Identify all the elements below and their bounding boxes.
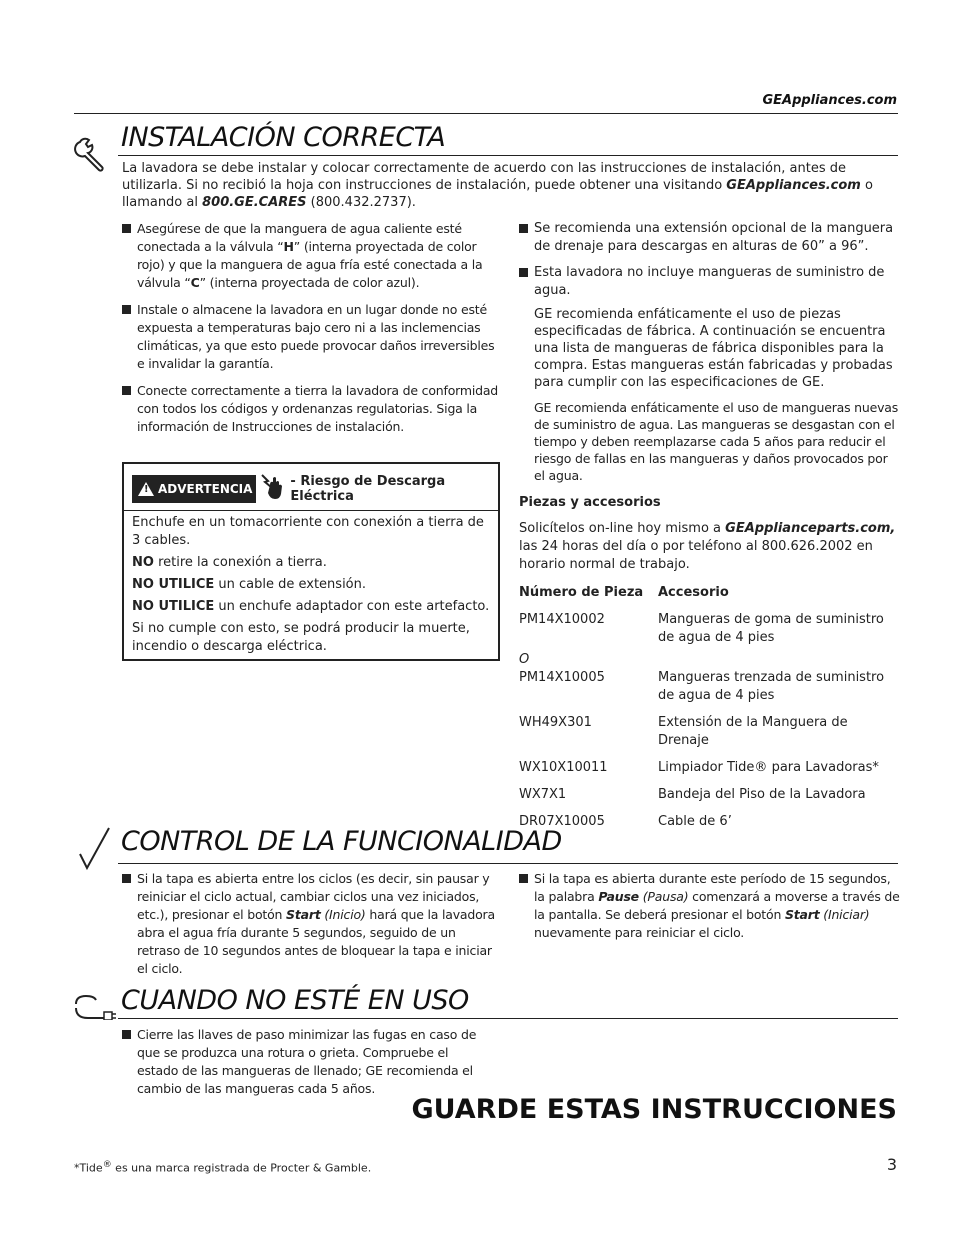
table-header-row: Número de Pieza Accesorio (519, 585, 729, 600)
installation-right-column (519, 220, 899, 831)
list-item: Esta lavadora no incluye mangueras de suministro de agua. (519, 264, 899, 300)
table-row: O (519, 652, 530, 667)
checkmark-icon (78, 826, 112, 876)
recommend-paragraph-hoses: GE recomienda enfáticamente el uso de mangueras nuevas de suministro de agua. Las mangueras se desgastan con el tiempo y deben reemplazarse cada 5 años para reducir el riesgo de fallas en las mangueras y daños provocados por el agua. (534, 400, 899, 483)
list-item: Si la tapa es abierta entre los ciclos (es decir, sin pausar y reiniciar el ciclo actual, cambiar ciclos una vez iniciados, etc.), presionar el botón Start (Inicio) hará que la lavadora abra el agua fría durante 5 segundos, seguido de un retraso de 10 segundos antes de bloquear la tapa e iniciar el ciclo. (122, 870, 502, 978)
page-number: 3 (886, 1155, 897, 1174)
warning-box (122, 462, 500, 661)
footnote: *Tide® es una marca registrada de Procter & Gamble. (74, 1160, 372, 1175)
control-right (519, 870, 901, 951)
installation-left-column (122, 220, 500, 445)
shock-hand-icon (260, 473, 286, 505)
parts-intro: Solicítelos on-line hoy mismo a GEApplianceparts.com, las 24 horas del día o por teléfono al 800.626.2002 en horario normal de trabajo. (519, 521, 896, 572)
wrench-icon (74, 134, 114, 178)
warning-divider (124, 510, 498, 511)
table-row: PM14X10002 Mangueras de goma de suministro de agua de 4 pies (519, 612, 884, 645)
parts-heading: Piezas y accesorios (519, 495, 661, 510)
list-item: Conecte correctamente a tierra la lavadora de conformidad con todos los códigos y ordenanzas regulatorias. Siga la información de Instrucciones de instalación. (122, 382, 500, 436)
parts-table (519, 584, 899, 831)
table-row: WX10X10011 Limpiador Tide® para Lavadoras* (519, 760, 879, 775)
hose-icon (74, 994, 118, 1024)
section-title-installation: INSTALACIÓN CORRECTA (121, 122, 446, 153)
header-rule (74, 113, 898, 114)
list-item: Instale o almacene la lavadora en un lugar donde no esté expuesta a temperaturas bajo cero ni a las inclemencias climáticas, ya que esto puede provocar daños irreversibles e invalidar la garantía. (122, 301, 500, 373)
site-url: GEAppliances.com (762, 93, 897, 108)
section-title-control: CONTROL DE LA FUNCIONALIDAD (121, 826, 562, 857)
list-item: Cierre las llaves de paso minimizar las fugas en caso de que se produzca una rotura o grieta. Compruebe el estado de las mangueras de llenado; GE recomienda el cambio de las mangueras cada 5 años. (122, 1026, 480, 1098)
save-instructions-heading: GUARDE ESTAS INSTRUCCIONES (411, 1094, 897, 1125)
table-row: WH49X301 Extensión de la Manguera de Drenaje (519, 715, 848, 748)
table-row: PM14X10005 Mangueras trenzada de suministro de agua de 4 pies (519, 670, 885, 703)
warning-header (132, 474, 498, 504)
installation-intro: La lavadora se debe instalar y colocar correctamente de acuerdo con las instrucciones de instalación, antes de utilizarla. Si no recibió la hoja con instrucciones de instalación, puede obtener una visitando GEAppliances.com o llamando al 800.GE.CARES (800.432.2737). (122, 161, 873, 210)
section-title-not-in-use: CUANDO NO ESTÉ EN USO (121, 985, 469, 1016)
list-item: Asegúrese de que la manguera de agua caliente esté conectada a la válvula “H” (interna proyectada de color rojo) y que la manguera de agua fría esté conectada a la válvula “C” (interna proyectada de color azul). (122, 220, 500, 292)
warning-risk-label: - Riesgo de Descarga Eléctrica (290, 474, 446, 504)
warning-triangle-icon: ! (138, 482, 154, 496)
section-rule (118, 863, 898, 864)
table-row: DR07X10005 Cable de 6’ (519, 814, 732, 829)
section-rule (118, 155, 898, 156)
recommend-paragraph: GE recomienda enfáticamente el uso de piezas especificadas de fábrica. A continuación se encuentra una lista de mangueras de fábrica disponibles para la compra. Estas mangueras están fabricadas y probadas para cumplir con las especificaciones de GE. (534, 307, 893, 390)
list-item: Se recomienda una extensión opcional de la manguera de drenaje para descargas en alturas de 60” a 96”. (519, 220, 899, 256)
warning-body: Enchufe en un tomacorriente con conexión a tierra de 3 cables. NO retire la conexión a tierra. NO UTILICE un cable de extensión. NO UTILICE un enchufe adaptador con este artefacto. Si no cumple con esto, se podrá producir la muerte, incendio o descarga eléctrica. (132, 515, 490, 654)
list-item: Si la tapa es abierta durante este período de 15 segundos, la palabra Pause (Pausa) comenzará a moverse a través de la pantalla. Se deberá presionar el botón Start (Iniciar) nuevamente para reiniciar el ciclo. (519, 870, 901, 942)
section-rule (118, 1018, 898, 1019)
control-left (122, 870, 502, 987)
table-row: WX7X1 Bandeja del Piso de la Lavadora (519, 787, 866, 802)
warning-badge: ! ADVERTENCIA (132, 475, 256, 503)
